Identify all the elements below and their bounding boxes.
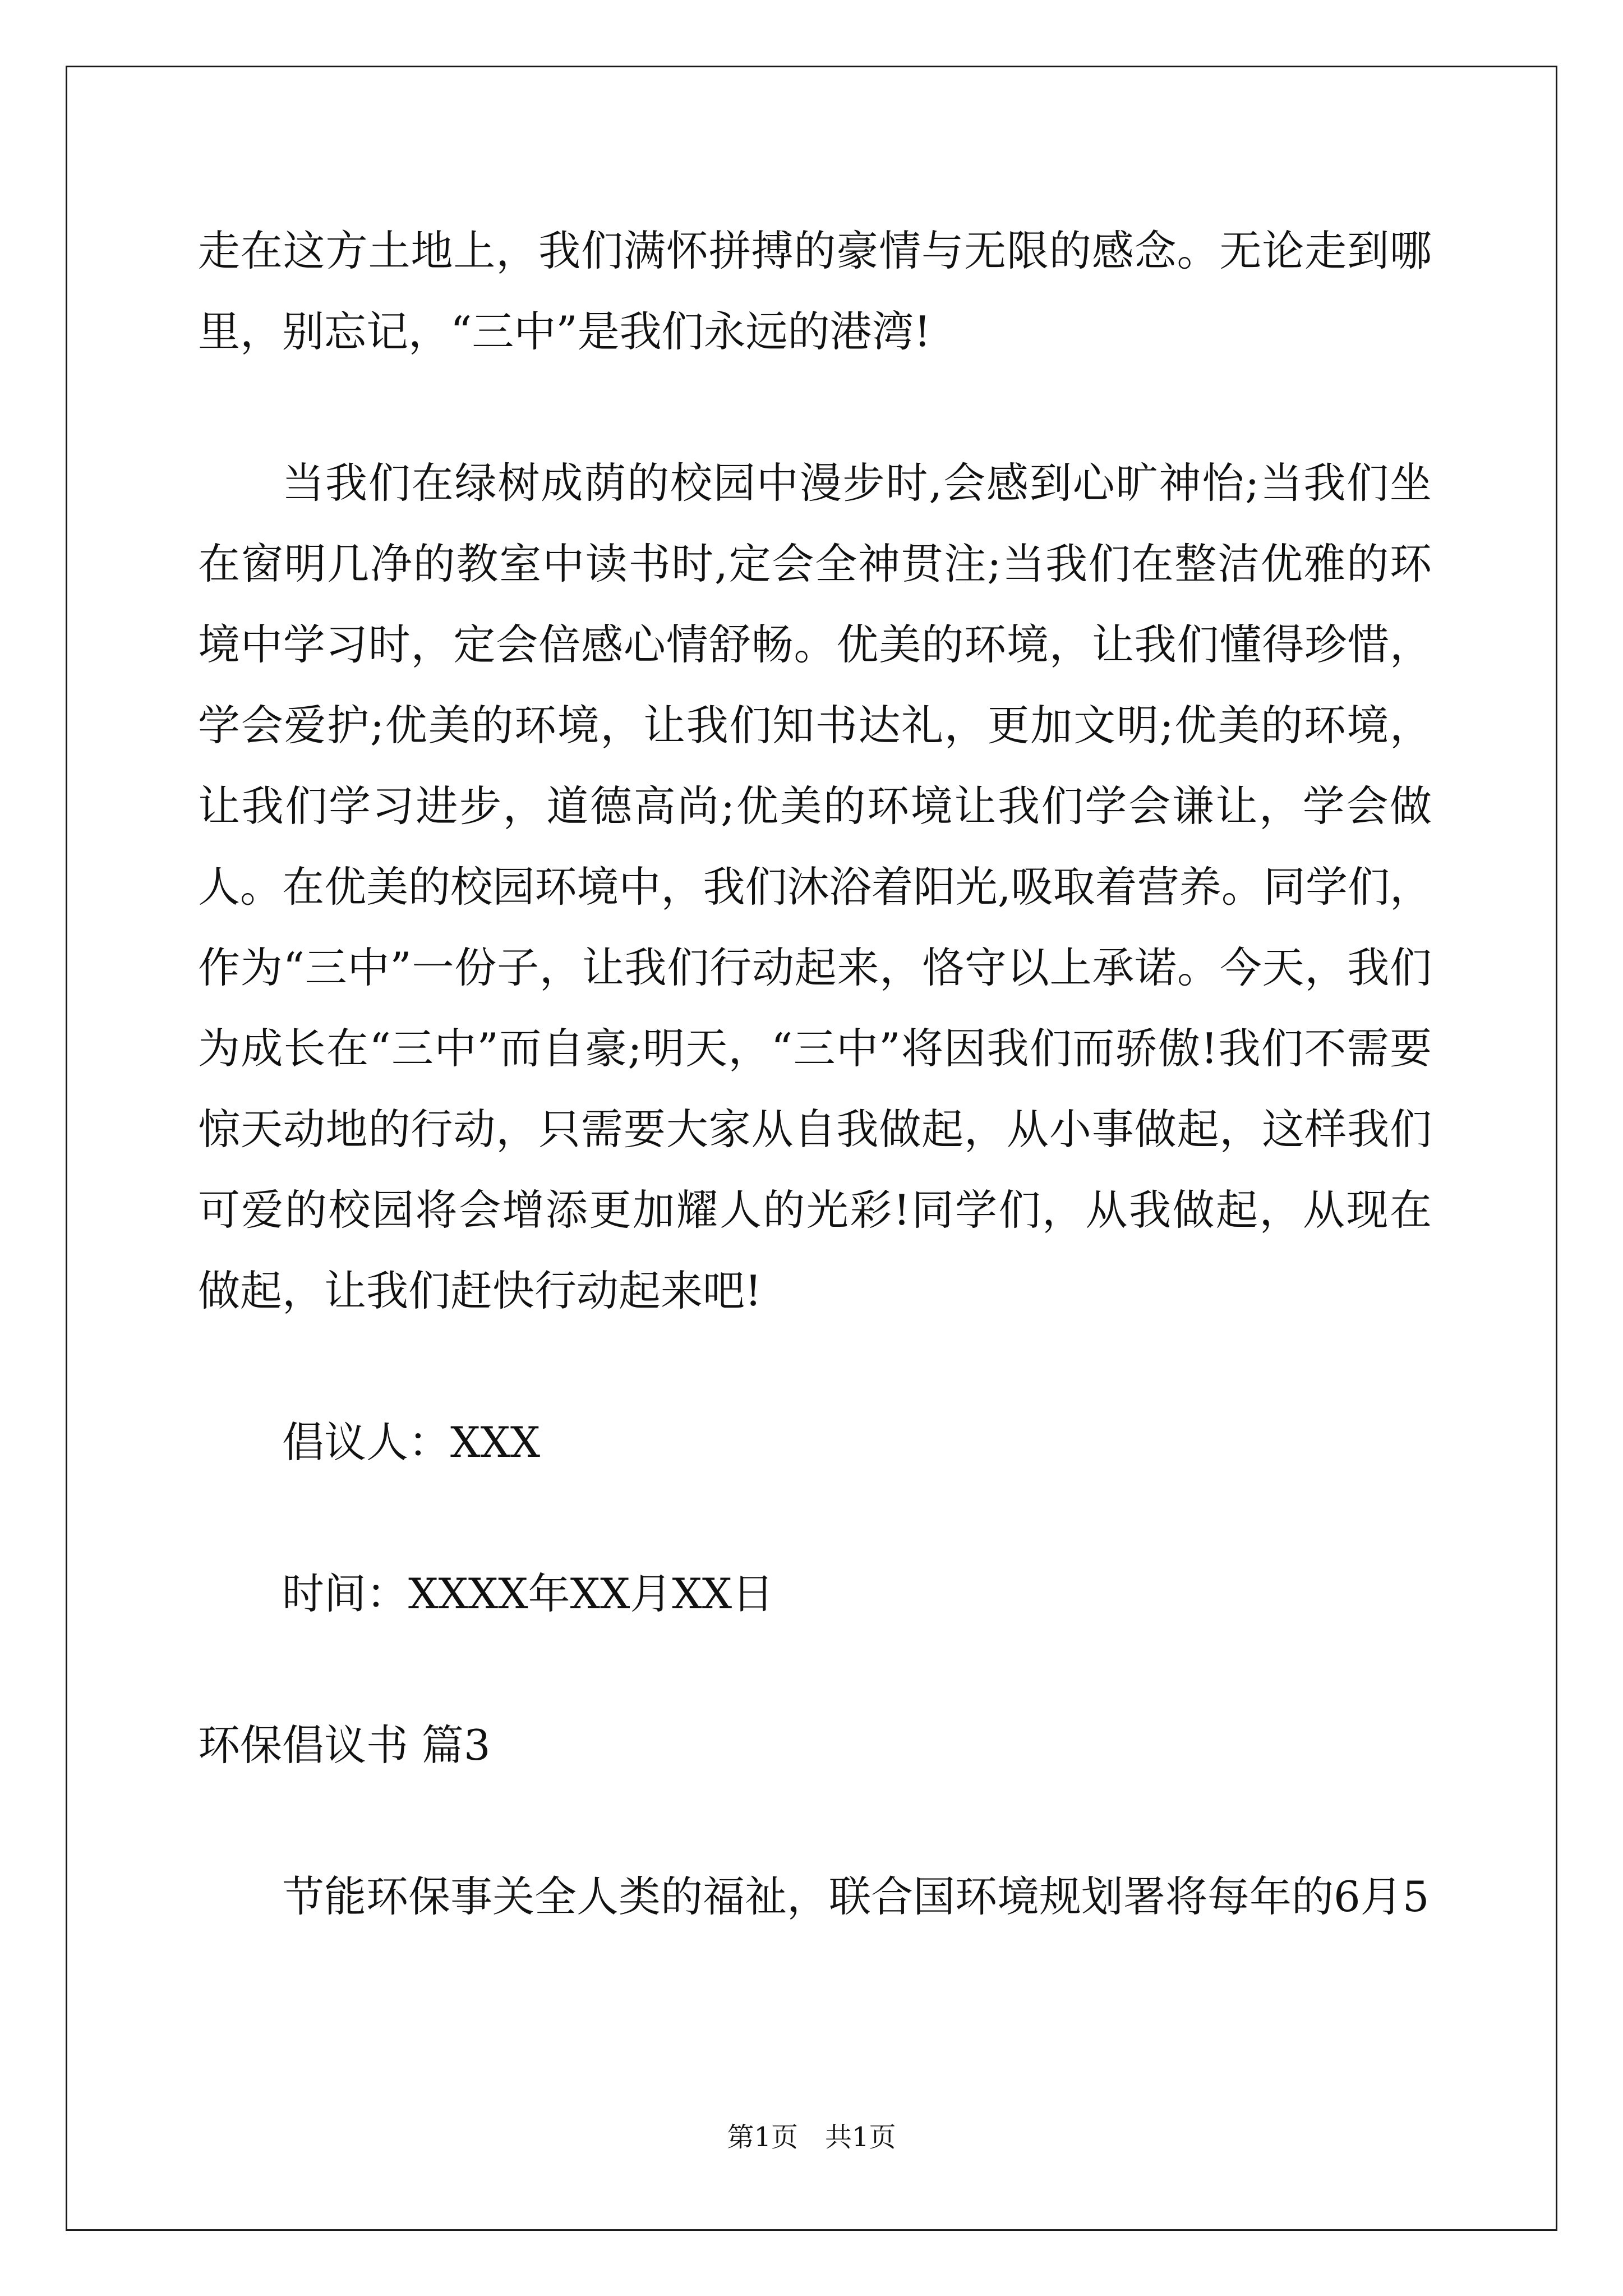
paragraph-3: 节能环保事关全人类的福祉，联合国环境规划署将每年的6月5	[282, 1872, 1430, 1921]
date-line: 时间：XXXX年XX月XX日	[282, 1569, 774, 1618]
paragraph-2: 当我们在绿树成荫的校园中漫步时,会感到心旷神怡;当我们坐在窗明几净的教室中读书时,定会全神贯注;当我们在整洁优雅的环境中学习时，定会倍感心情舒畅。优美的环境，让我们懂得珍惜，学会爱护;优美的环境，让我们知书达礼，更加文明;优美的环境，让我们学习进步，道德高尚;优美的环境让我们学会谦让，学会做人。在优美的校园环境中，我们沐浴着阳光,吸取着营养。同学们，作为“三中”一份子，让我们行动起来，恪守以上承诺。今天，我们为成长在“三中”而自豪;明天，“三中”将因我们而骄傲!我们不需要惊天动地的行动，只需要大家从自我做起，从小事做起，这样我们可爱的校园将会增添更加耀人的光彩!同学们，从我做起，从现在做起，让我们赶快行动起来吧!	[198, 458, 1432, 1315]
document-body	[198, 210, 1432, 1937]
paragraph-1: 走在这方土地上，我们满怀拼搏的豪情与无限的感念。无论走到哪里，别忘记，“三中”是我们永远的港湾!	[198, 226, 1432, 356]
page-footer: 第1页 共1页	[727, 2122, 896, 2153]
section-heading: 环保倡议书 篇3	[198, 1720, 491, 1770]
initiator-line: 倡议人：XXX	[282, 1418, 541, 1467]
